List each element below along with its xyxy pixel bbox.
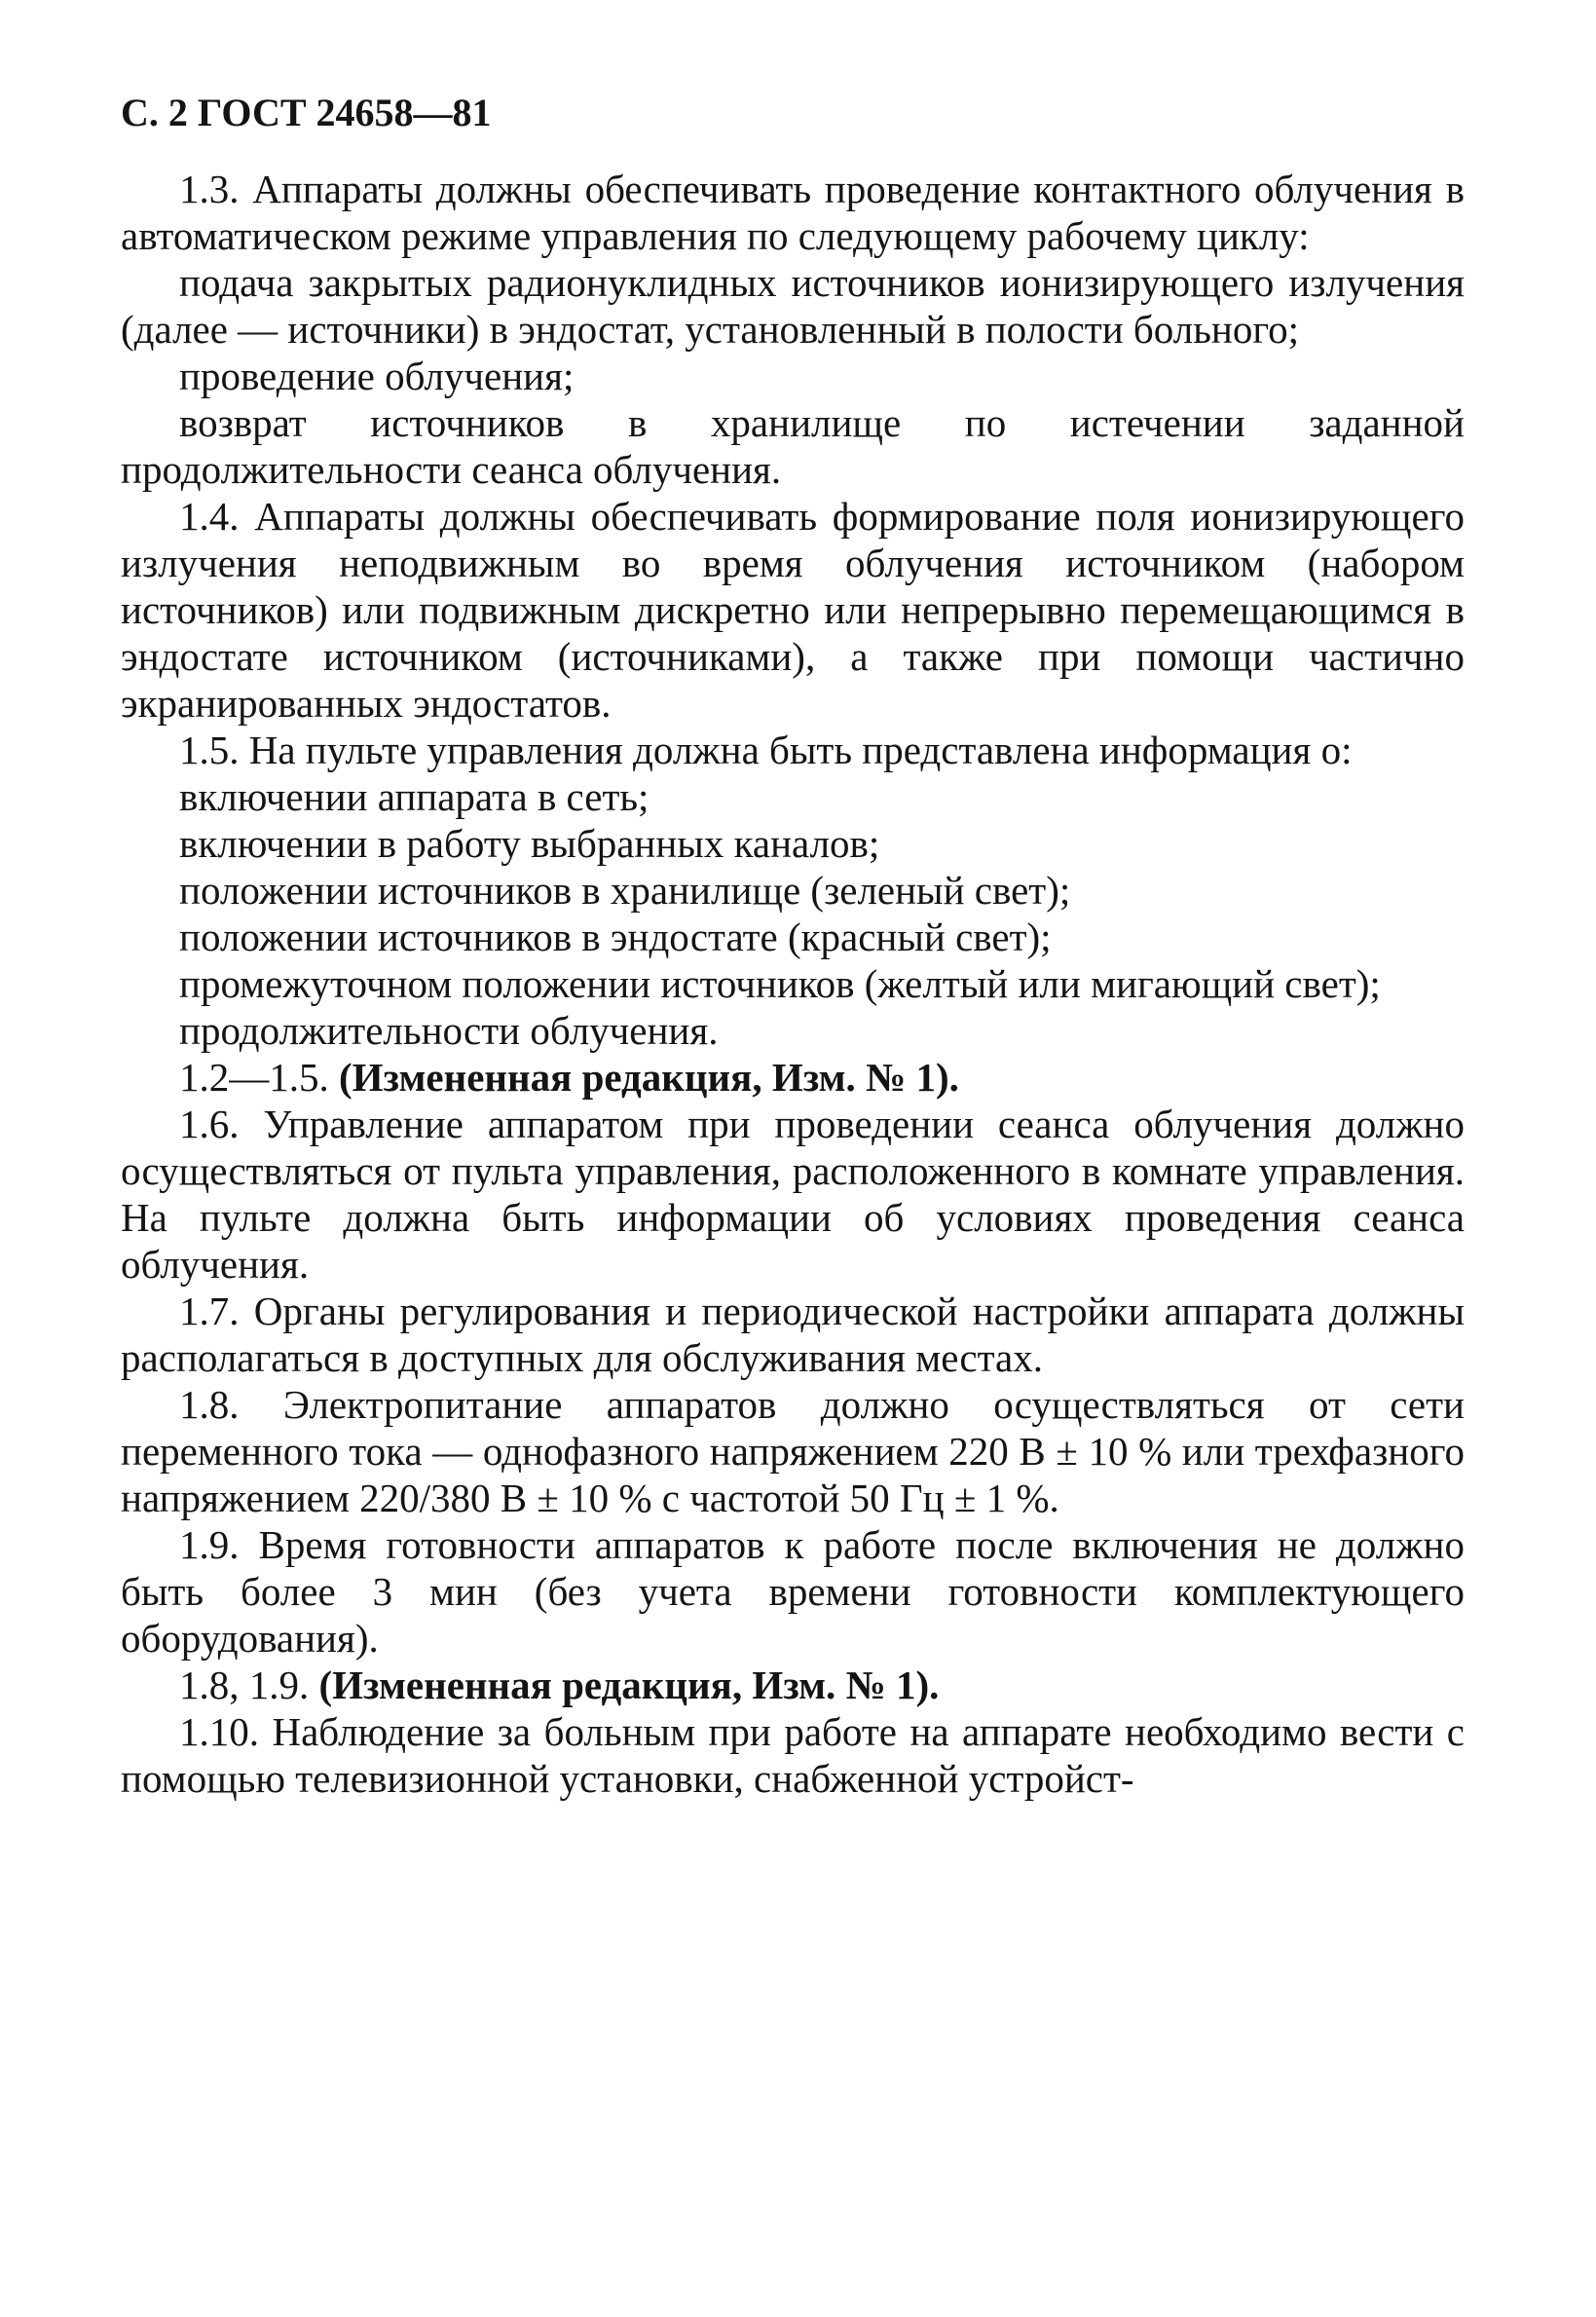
paragraph-1-7: 1.7. Органы регулирования и периодической настройки аппарата должны располагаться в доступных для обслуживания местах.	[121, 1289, 1465, 1380]
paragraph-1-8: 1.8. Электропитание аппаратов должно осуществляться от сети переменного тока — однофазного напряжением 220 В ± 10 % или трехфазного напряжением 220/380 В ± 10 % с частотой 50 Гц ± 1 %.	[121, 1382, 1465, 1520]
amendment-note-ref: 1.2—1.5.	[179, 1055, 329, 1100]
list-item: возврат источников в хранилище по истечении заданной продолжительности сеанса облучения.	[121, 400, 1465, 492]
list-item: положении источников в эндостате (красный свет);	[179, 915, 1052, 959]
paragraph-1-4: 1.4. Аппараты должны обеспечивать формирование поля ионизирующего излучения неподвижным во время облучения источником (набором источников) или подвижным дискретно или непрерывно перемещающимся в эндостате источником (источниками), а также при помощи частично экранированных эндостатов.	[121, 494, 1465, 726]
paragraph-1-9: 1.9. Время готовности аппаратов к работе после включения не должно быть более 3 мин (без учета времени готовности комплектующего оборудования).	[121, 1522, 1465, 1661]
list-item: промежуточном положении источников (желтый или мигающий свет);	[179, 961, 1381, 1006]
amendment-note-text: (Измененная редакция, Изм. № 1).	[339, 1055, 959, 1100]
list-item: включении аппарата в сеть;	[179, 774, 650, 819]
list-item: подача закрытых радионуклидных источников ионизирующего излучения (далее — источники) в эндостат, установленный в полости больного;	[121, 260, 1465, 352]
paragraph-1-5: 1.5. На пульте управления должна быть представлена информация о:	[179, 728, 1353, 772]
document-page	[121, 90, 1465, 1802]
list-item: продолжительности облучения.	[179, 1008, 719, 1053]
amendment-note	[121, 1662, 1465, 1708]
list-item: проведение облучения;	[179, 354, 575, 398]
amendment-note-ref: 1.8, 1.9.	[179, 1663, 310, 1707]
amendment-note-text: (Измененная редакция, Изм. № 1).	[318, 1663, 940, 1707]
paragraph-1-10: 1.10. Наблюдение за больным при работе на аппарате необходимо вести с помощью телевизионной установки, снабженной устройст-	[121, 1709, 1465, 1801]
paragraph-1-6: 1.6. Управление аппаратом при проведении сеанса облучения должно осуществляться от пульта управления, расположенного в комнате управления. На пульте должна быть информации об условиях проведения сеанса облучения.	[121, 1102, 1465, 1287]
paragraph-1-3: 1.3. Аппараты должны обеспечивать проведение контактного облучения в автоматическом режиме управления по следующему рабочему циклу:	[121, 167, 1465, 258]
page-header: С. 2 ГОСТ 24658—81	[121, 91, 492, 134]
list-item: положении источников в хранилище (зеленый свет);	[179, 868, 1071, 913]
list-item: включении в работу выбранных каналов;	[179, 821, 880, 866]
amendment-note	[121, 1054, 1465, 1101]
